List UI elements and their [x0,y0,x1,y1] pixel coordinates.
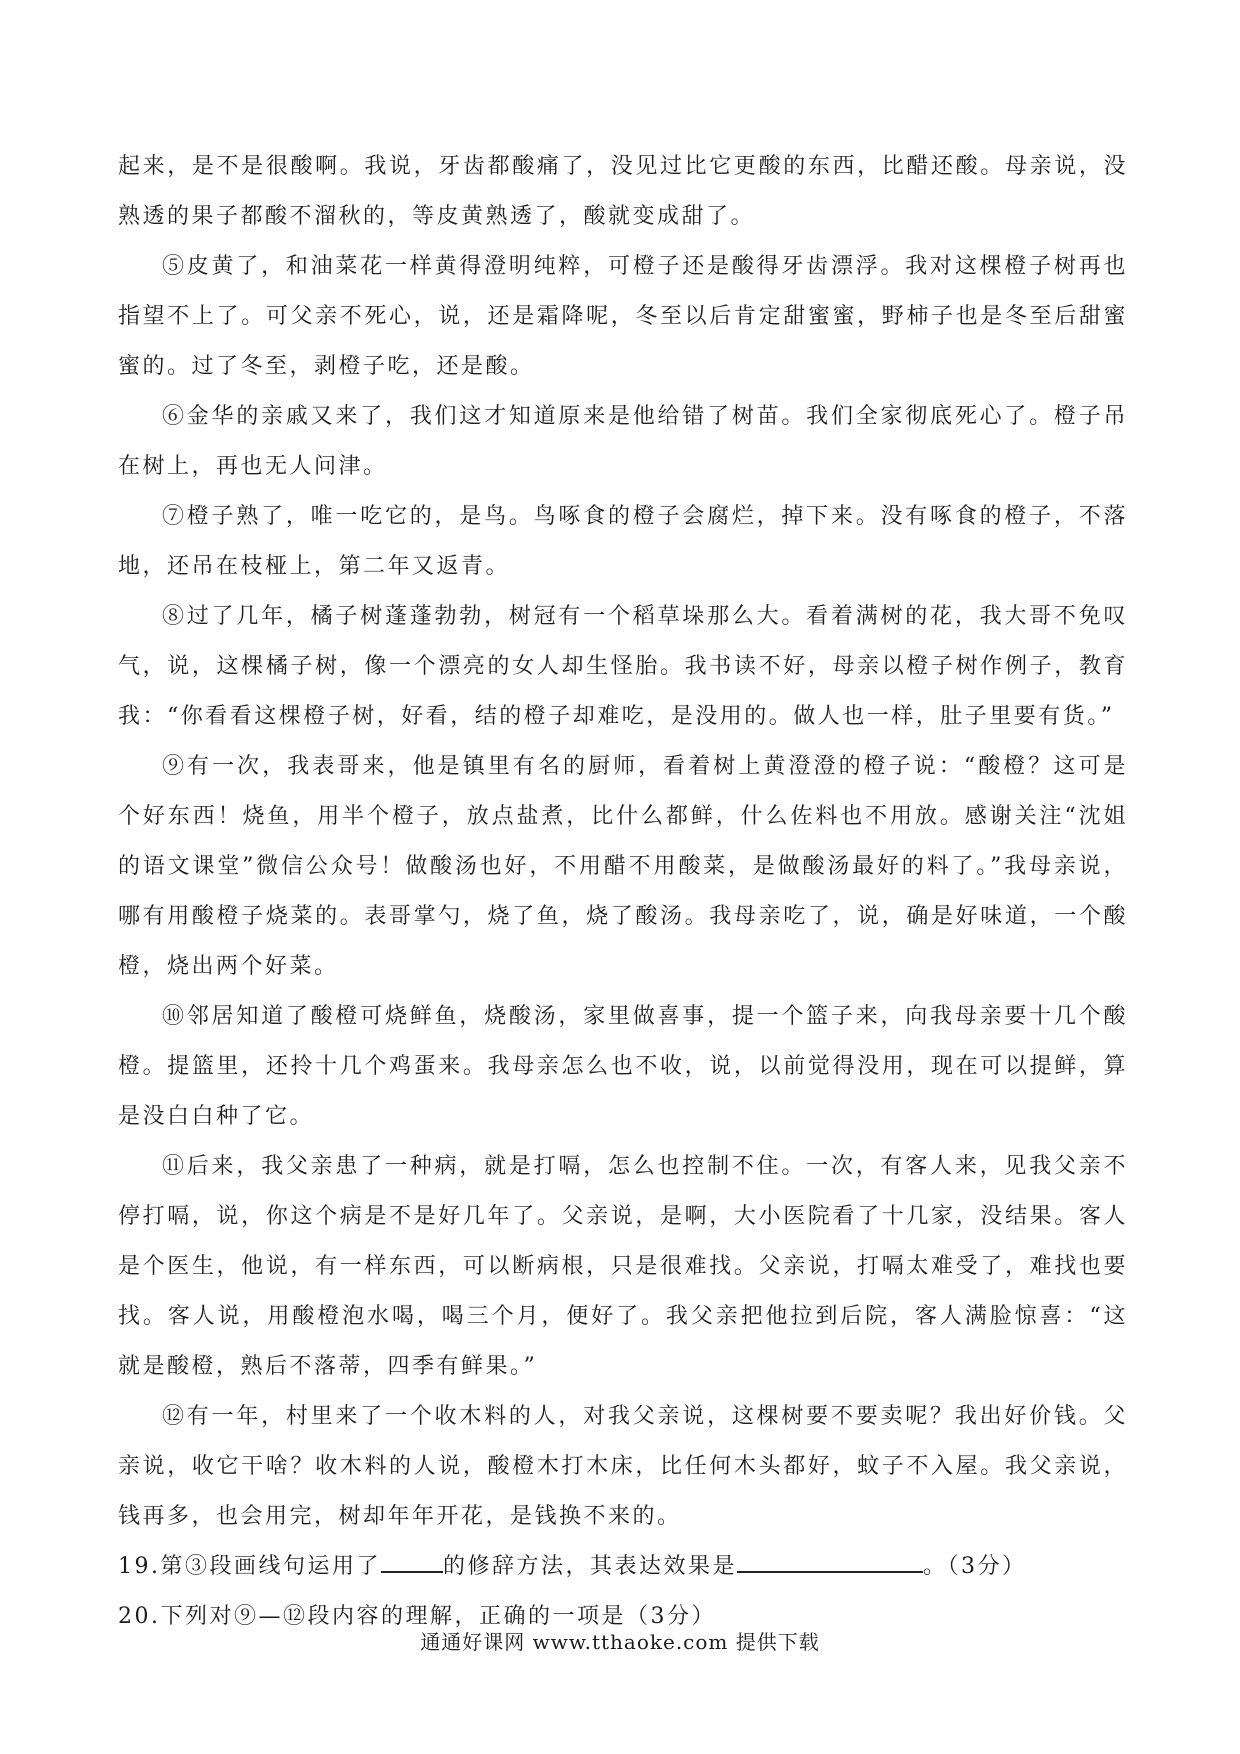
question-19-text-a: 19.第③段画线句运用了 [118,1554,381,1579]
answer-blank-effect[interactable] [737,1549,923,1573]
question-19 [118,1542,1128,1592]
paragraph-6: ⑥金华的亲戚又来了，我们这才知道原来是他给错了树苗。我们全家彻底死心了。橙子吊在树上，再也无人问津。 [118,404,1128,479]
article-body [118,142,1128,1642]
paragraph-7: ⑦橙子熟了，唯一吃它的，是鸟。鸟啄食的橙子会腐烂，掉下来。没有啄食的橙子，不落地，还吊在枝桠上，第二年又返青。 [118,504,1128,579]
paragraph-10: ⑩邻居知道了酸橙可烧鲜鱼，烧酸汤，家里做喜事，提一个篮子来，向我母亲要十几个酸橙。提篮里，还拎十几个鸡蛋来。我母亲怎么也不收，说，以前觉得没用，现在可以提鲜，算是没白白种了它。 [118,1004,1128,1129]
paragraph-12: ⑫有一年，村里来了一个收木料的人，对我父亲说，这棵树要不要卖呢？我出好价钱。父亲说，收它干啥？收木料的人说，酸橙木打木床，比任何木头都好，蚊子不入屋。我父亲说，钱再多，也会用完，树却年年开花，是钱换不来的。 [118,1404,1128,1529]
question-19-text-c: 。（3分） [923,1554,1027,1579]
paragraph-11: ⑪后来，我父亲患了一种病，就是打嗝，怎么也控制不住。一次，有客人来，见我父亲不停打嗝，说，你这个病是不是好几年了。父亲说，是啊，大小医院看了十几家，没结果。客人是个医生，他说，有一样东西，可以断病根，只是很难找。父亲说，打嗝太难受了，难找也要找。客人说，用酸橙泡水喝，喝三个月，便好了。我父亲把他拉到后院，客人满脸惊喜：“这就是酸橙，熟后不落蒂，四季有鲜果。” [118,1154,1128,1379]
answer-blank-rhetoric[interactable] [381,1549,443,1573]
paragraph-continued: 起来，是不是很酸啊。我说，牙齿都酸痛了，没见过比它更酸的东西，比醋还酸。母亲说，没熟透的果子都酸不溜秋的，等皮黄熟透了，酸就变成甜了。 [118,154,1128,229]
paragraph-8: ⑧过了几年，橘子树蓬蓬勃勃，树冠有一个稻草垛那么大。看着满树的花，我大哥不免叹气，说，这棵橘子树，像一个漂亮的女人却生怪胎。我书读不好，母亲以橙子树作例子，教育我：“你看看这棵橙子树，好看，结的橙子却难吃，是没用的。做人也一样，肚子里要有货。” [118,604,1128,729]
page-footer: 通通好课网 www.tthaoke.com 提供下载 [420,1630,820,1654]
paragraph-9: ⑨有一次，我表哥来，他是镇里有名的厨师，看着树上黄澄澄的橙子说：“酸橙？这可是个好东西！烧鱼，用半个橙子，放点盐煮，比什么都鲜，什么佐料也不用放。感谢关注“沈姐的语文课堂”微信公众号！做酸汤也好，不用醋不用酸菜，是做酸汤最好的料了。”我母亲说，哪有用酸橙子烧菜的。表哥掌勺，烧了鱼，烧了酸汤。我母亲吃了，说，确是好味道，一个酸橙，烧出两个好菜。 [118,754,1128,979]
question-20: 20.下列对⑨—⑫段内容的理解，正确的一项是（3分） [118,1604,716,1629]
paragraph-5: ⑤皮黄了，和油菜花一样黄得澄明纯粹，可橙子还是酸得牙齿漂浮。我对这棵橙子树再也指望不上了。可父亲不死心，说，还是霜降呢，冬至以后肯定甜蜜蜜，野柿子也是冬至后甜蜜蜜的。过了冬至，剥橙子吃，还是酸。 [118,254,1128,379]
question-19-text-b: 的修辞方法，其表达效果是 [443,1554,738,1579]
